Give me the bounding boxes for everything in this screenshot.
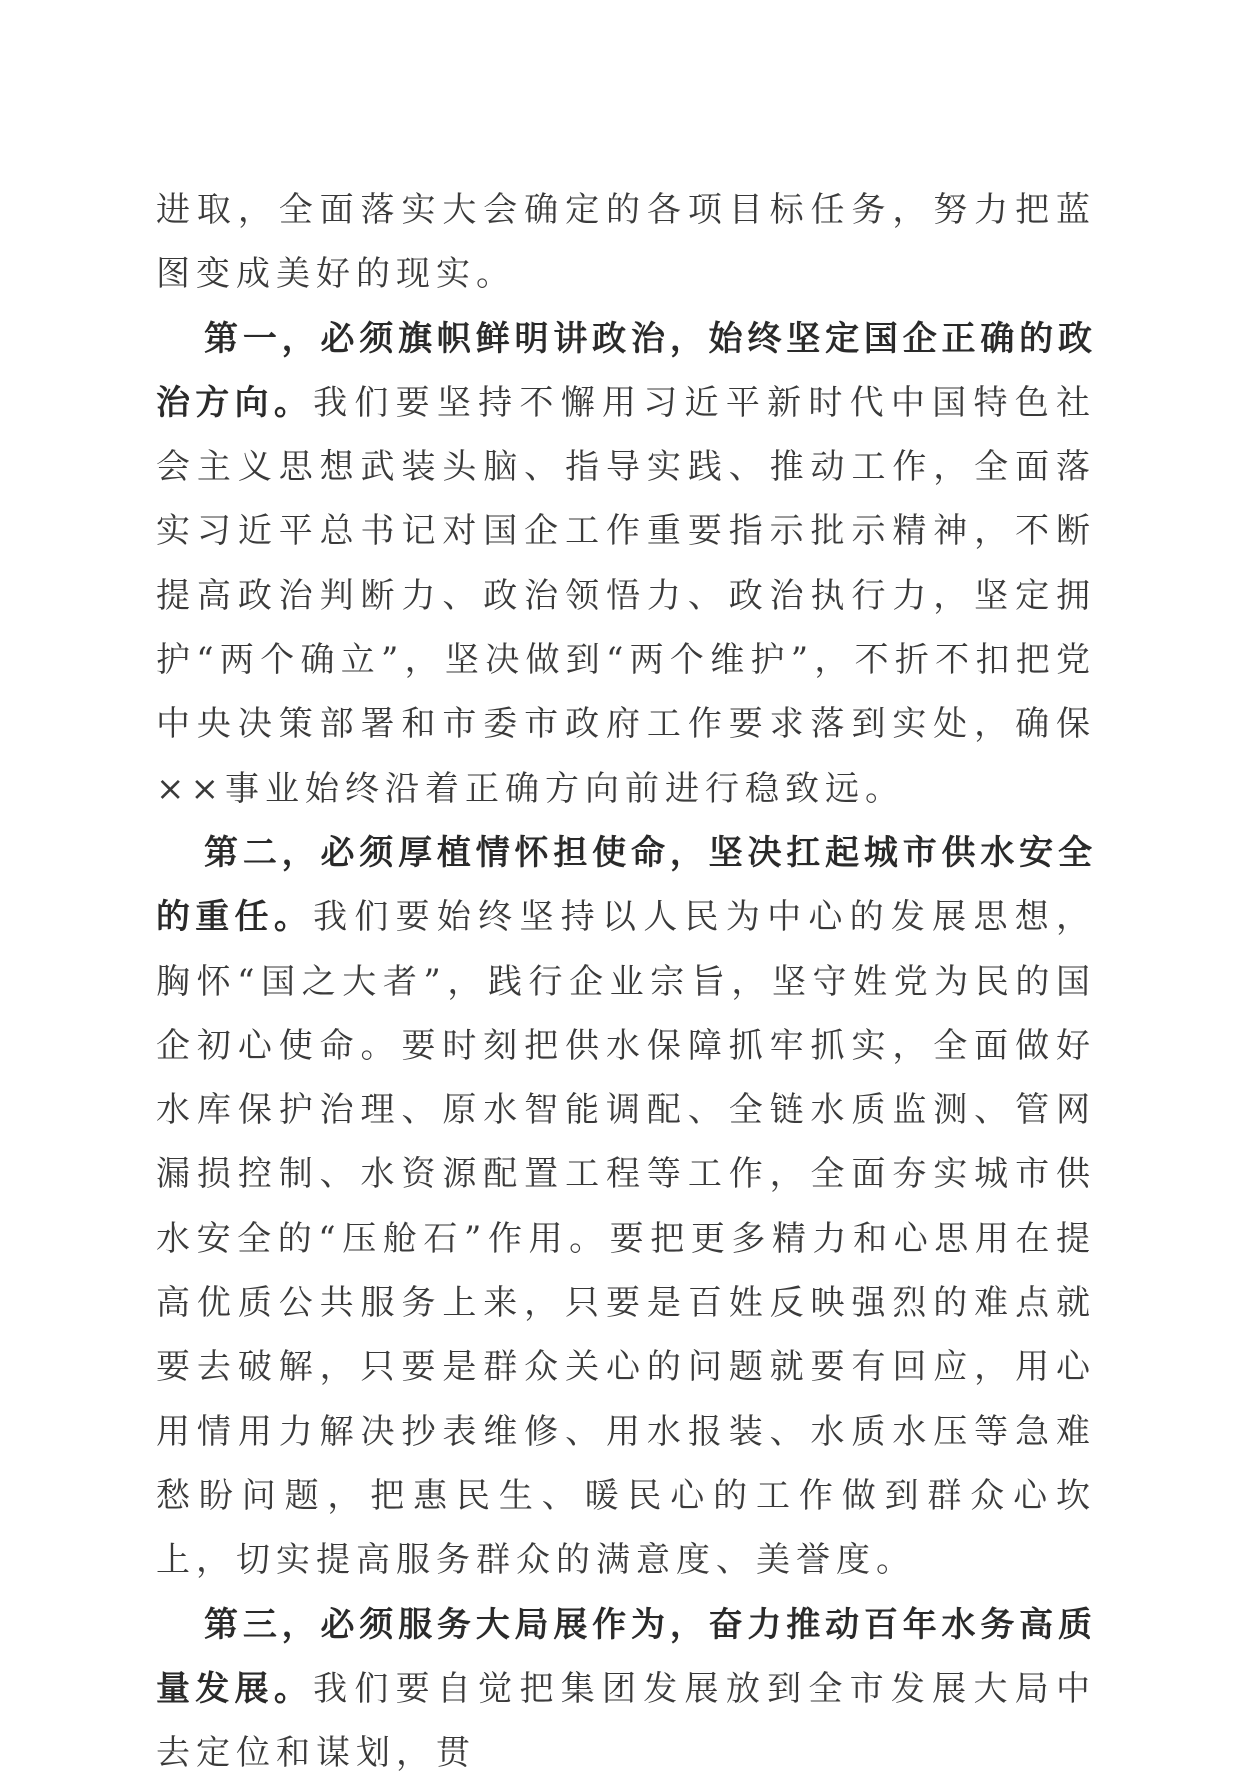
- paragraph-heading: 第三，必须服务大局展作为，奋力推动百年水务高质量发展。: [156, 1604, 1096, 1709]
- paragraph-heading: 第二，必须厚植情怀担使命，坚决扛起城市供水安全的重任。: [156, 832, 1096, 938]
- paragraph-text: 我们要自觉把集团发展放到全市发展大局中去定位和谋划，贯: [156, 1668, 1097, 1774]
- paragraph-text: 进取，全面落实大会确定的各项目标任务，努力把蓝图变成美好的现实。: [156, 190, 1096, 295]
- paragraph-second-point: [156, 821, 1096, 1593]
- paragraph-text: 我们要坚持不懈用习近平新时代中国特色社会主义思想武装头脑、指导实践、推动工作，全面落实习近平总书记对国企工作重要指示批示精神，不断提高政治判断力、政治领悟力、政治执行力，坚定拥护“两个确立”，坚决做到“两个维护”，不折不扣把党中央决策部署和市委市政府工作要求落到实处，确保××事业始终沿着正确方向前进行稳致远。: [156, 382, 1097, 809]
- paragraph-heading: 第一，必须旗帜鲜明讲政治，始终坚定国企正确的政治方向。: [156, 318, 1096, 423]
- paragraph-first-point: [156, 307, 1096, 821]
- paragraph-third-point: [156, 1593, 1096, 1785]
- paragraph-text: 我们要始终坚持以人民为中心的发展思想，胸怀“国之大者”，践行企业宗旨，坚守姓党为民的国企初心使命。要时刻把供水保障抓牢抓实，全面做好水库保护治理、原水智能调配、全链水质监测、管网漏损控制、水资源配置工程等工作，全面夯实城市供水安全的“压舱石”作用。要把更多精力和心思用在提高优质公共服务上来，只要是百姓反映强烈的难点就要去破解，只要是群众关心的问题就要有回应，用心用情用力解决抄表维修、用水报装、水质水压等急难愁盼问题，把惠民生、暖民心的工作做到群众心坎上，切实提高服务群众的满意度、美誉度。: [156, 897, 1097, 1581]
- paragraph-continuation: [156, 178, 1096, 307]
- document-page: [156, 178, 1096, 1785]
